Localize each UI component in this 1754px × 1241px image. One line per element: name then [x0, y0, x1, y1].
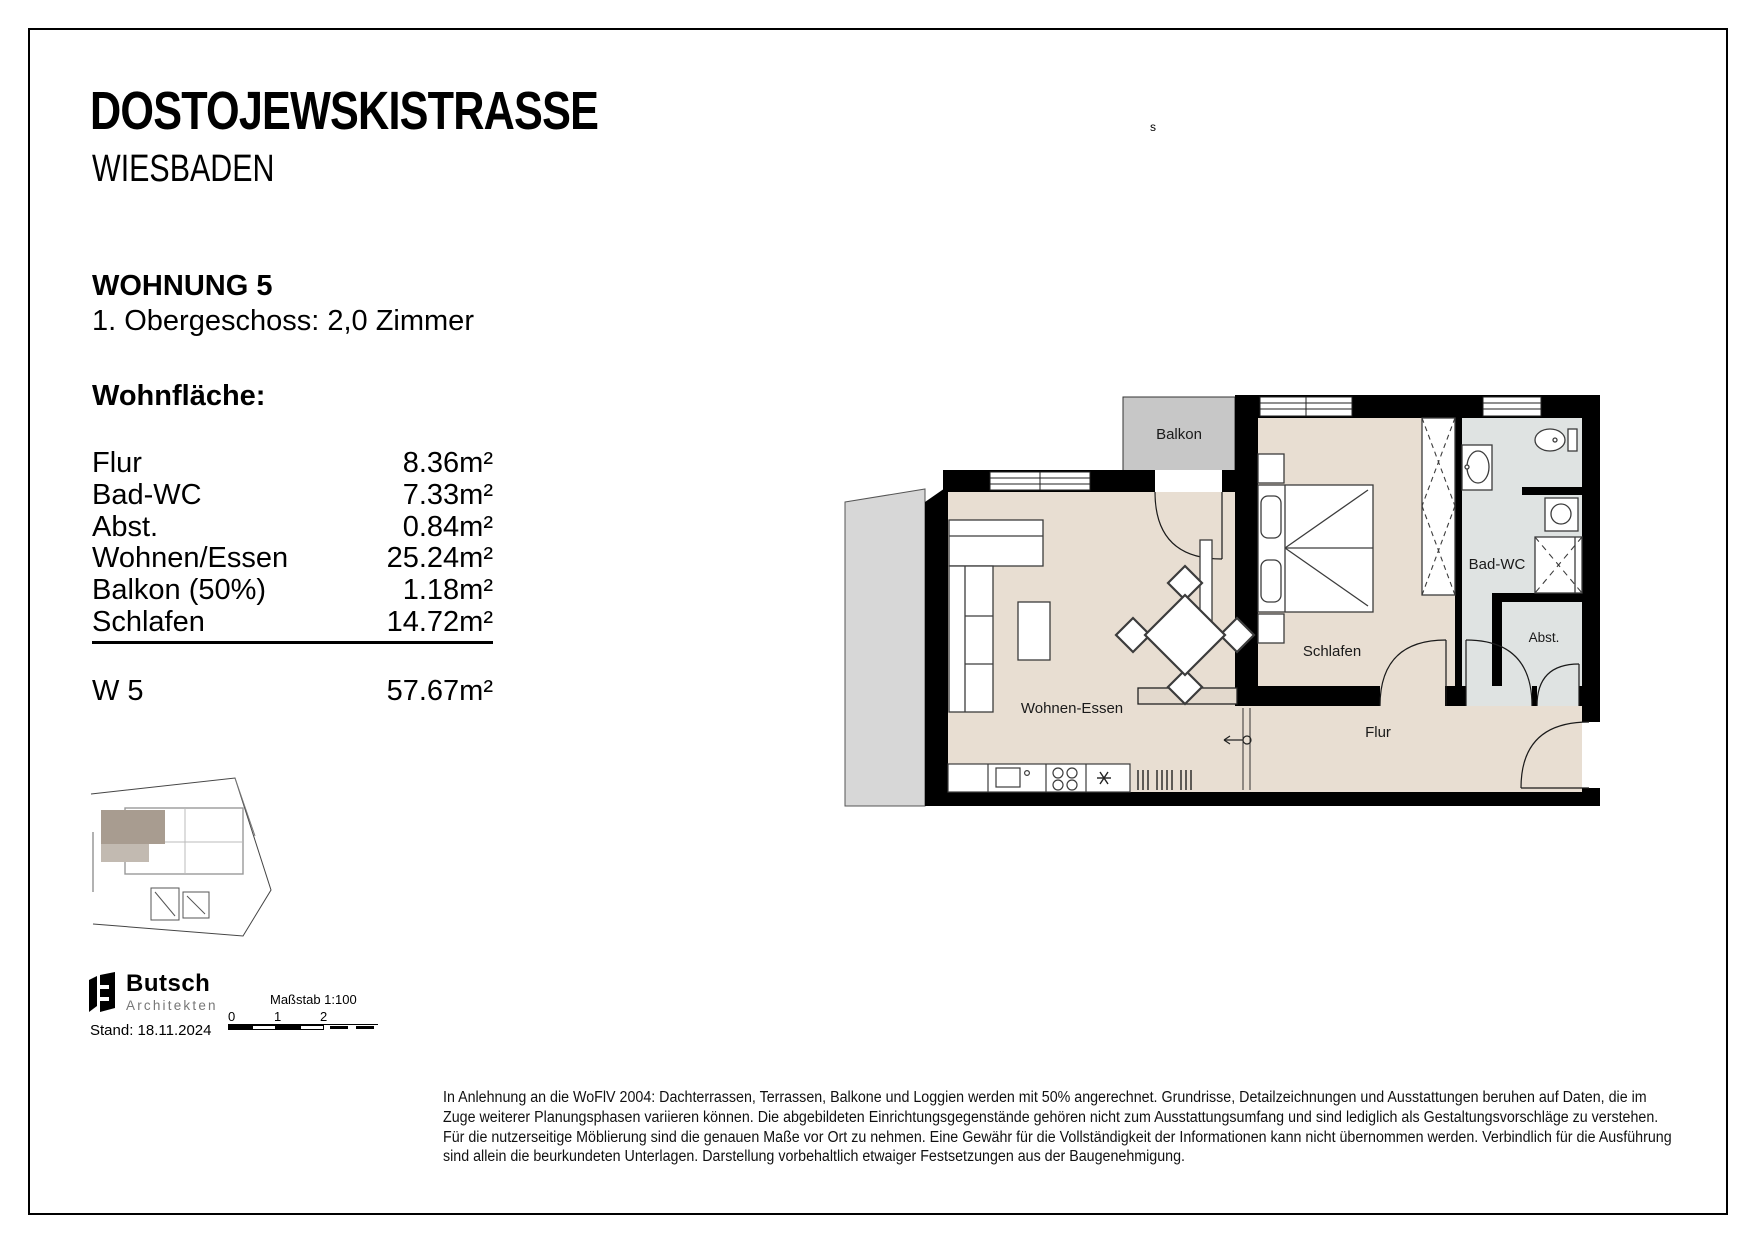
scale-label: Maßstab 1:100: [270, 992, 357, 1007]
kitchen-faucet: [1025, 771, 1030, 776]
logo-mark-icon: [88, 972, 118, 1014]
table-row: [92, 448, 493, 480]
south-wall: [925, 792, 1600, 806]
abst-top-wall: [1492, 593, 1582, 602]
room-label: Bad-WC: [92, 478, 202, 511]
sofa-top: [949, 520, 1043, 566]
label-bad-wc: Bad-WC: [1468, 556, 1526, 573]
unit-subtitle: 1. Obergeschoss: 2,0 Zimmer: [92, 305, 474, 337]
site-highlight-unit: [101, 810, 165, 844]
schlafen-bad-wall: [1455, 418, 1462, 686]
scale-bar: [228, 992, 398, 1031]
page-title: [90, 80, 725, 142]
room-area-value: 7.33m²: [402, 478, 493, 511]
area-table-heading: Wohnfläche:: [92, 380, 266, 412]
room-label: Wohnen/Essen: [92, 542, 289, 575]
window-bad-wc: [1483, 397, 1541, 416]
table-row: [92, 480, 493, 512]
entry-door-opening: [1582, 722, 1600, 788]
wohnen-schlafen-wall: [1235, 395, 1258, 706]
washbasin: [1462, 445, 1492, 490]
room-label: Balkon (50%): [92, 574, 267, 607]
nightstand: [1258, 454, 1284, 483]
unit-title: WOHNUNG 5: [92, 270, 273, 302]
label-balkon: Balkon: [1156, 426, 1202, 443]
scale-tick: 1: [274, 1009, 282, 1024]
room-area-value: 8.36m²: [402, 447, 493, 479]
wardrobe: [1422, 418, 1455, 595]
window-schlafen: [1260, 397, 1352, 416]
room-label: Schlafen: [92, 605, 205, 638]
label-flur: Flur: [1365, 724, 1391, 741]
toilet: [1535, 429, 1577, 451]
total-value: 57.67m²: [386, 674, 493, 707]
neighbor-area: [845, 489, 925, 806]
area-table-rows: [92, 448, 493, 644]
room-area-value: 14.72m²: [386, 605, 493, 638]
room-label: Abst.: [92, 510, 159, 543]
site-small-footprints: [151, 888, 209, 920]
area-table: [92, 448, 493, 708]
table-row: [92, 512, 493, 544]
total-label: W 5: [92, 674, 144, 707]
kitchen-sink: [996, 768, 1020, 787]
logo-name: Butsch: [126, 970, 211, 997]
label-wohnen-essen: Wohnen-Essen: [1020, 700, 1124, 717]
room-area-value: 25.24m²: [386, 542, 493, 575]
scale-tick: 0: [228, 1009, 236, 1024]
abst-left-wall: [1492, 593, 1502, 686]
room-label: Flur: [92, 447, 142, 479]
disclaimer-text: In Anlehnung an die WoFlV 2004: Dachterrassen, Terrassen, Balkone und Loggien werden mit 50% angerechnet. Grundrisse, Detailzeichnungen und Ausstattungen beruhen auf Daten, die im Zuge weiterer Planungsphasen variieren können. Die abgebildeten Einrichtungsgegenstände gehören nicht zum Ausstattungsumfang und sind lediglich als Gestaltungsvorschläge zu verstehen. Für die nutzerseitige Möblierung sind die genauen Maße vor Ort zu nehmen. Eine Gewähr für die Vollständigkeit der Informationen kann nicht übernommen werden. Verbindlich für die Ausführung sind allein die beurkundeten Unterlagen. Darstellung vorbehaltlich etwaiger Festsetzungen aus der Baugenehmigung.: [443, 1089, 1672, 1166]
area-table-total-row: [92, 676, 493, 708]
schlafen-door-opening: [1380, 686, 1445, 706]
scale-strip: [228, 1024, 378, 1031]
west-wall: [925, 486, 948, 806]
abst-door-opening: [1537, 686, 1579, 706]
window-wohnen: [990, 472, 1090, 490]
pillow: [1261, 560, 1281, 602]
site-plan: [85, 772, 285, 942]
coffee-table: [1018, 602, 1050, 660]
room-area-value: 0.84m²: [402, 510, 493, 543]
bad-stub-wall: [1522, 487, 1582, 495]
room-area-value: 1.18m²: [402, 574, 493, 607]
stray-mark: s: [1150, 120, 1156, 134]
logo-subtitle: Architekten: [126, 998, 218, 1013]
sofa-side: [949, 566, 993, 712]
nightstand: [1258, 614, 1284, 643]
project-city: WIESBADEN: [92, 148, 275, 190]
label-abst: Abst.: [1528, 630, 1560, 645]
washing-machine: [1545, 498, 1578, 531]
table-row: [92, 607, 493, 639]
pillow: [1261, 496, 1281, 538]
project-title: DOSTOJEWSKISTRASSE: [90, 81, 599, 141]
site-highlight-unit2: [101, 844, 149, 862]
scale-tick-labels: [228, 1009, 398, 1023]
project-city-wrap: [92, 148, 320, 191]
label-schlafen: Schlafen: [1302, 643, 1362, 660]
balcony-door-opening: [1155, 470, 1222, 492]
scale-tick: 2: [320, 1009, 328, 1024]
table-row: [92, 543, 493, 575]
plan-date: Stand: 18.11.2024: [90, 1022, 212, 1039]
bad-wc-door-opening: [1466, 686, 1532, 706]
shower: [1535, 537, 1582, 593]
table-row: [92, 575, 493, 607]
floor-plan-drawing: [740, 390, 1610, 820]
